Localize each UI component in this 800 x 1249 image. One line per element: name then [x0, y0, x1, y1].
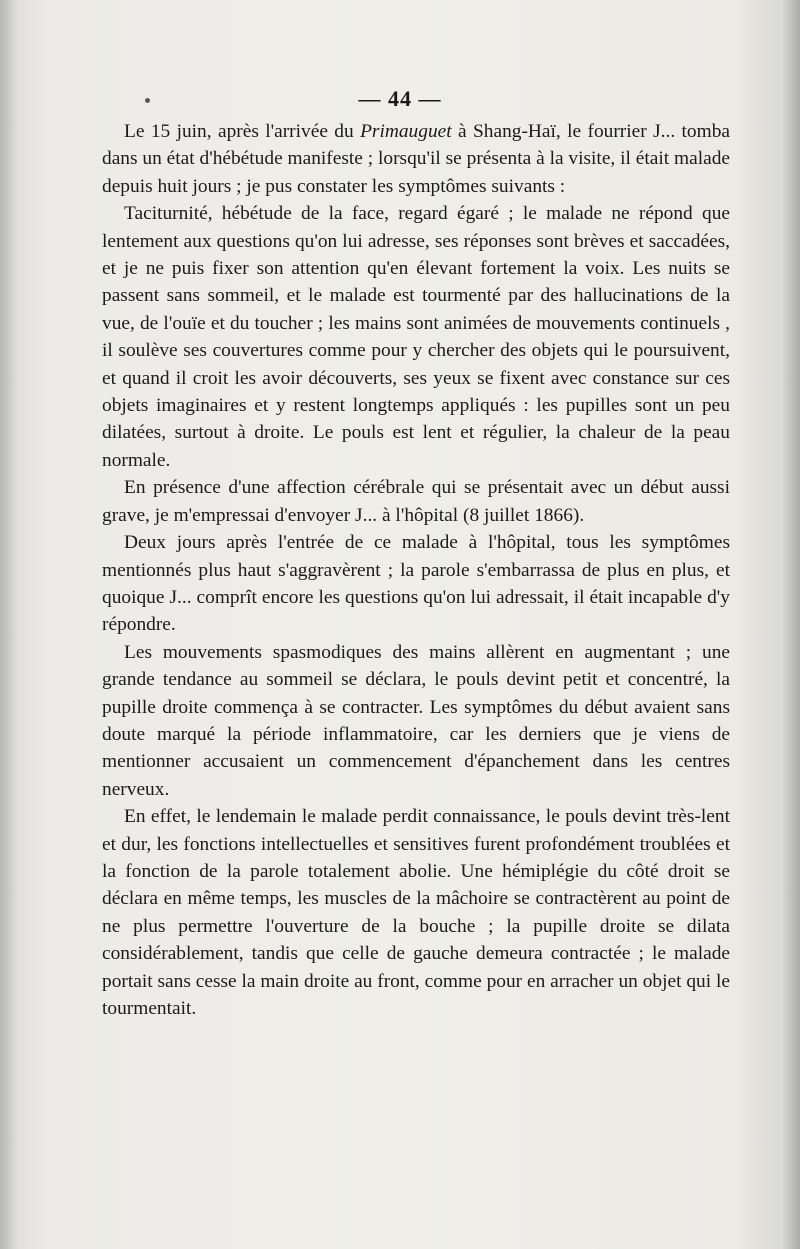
paragraph-4: [102, 529, 730, 639]
paragraph-1-text-b: à Shang-Haï, le fourrier J... tomba dans un état d'hébétude manifeste ; lorsqu'il se présenta à la visite, il était malade depuis huit jours ; je pus constater les symptômes suivants :: [102, 121, 731, 197]
ship-name: Primauguet: [360, 121, 452, 142]
paragraph-6: [102, 803, 730, 1022]
paragraph-4-text: Deux jours après l'entrée de ce malade à l'hôpital, tous les symptômes mentionnés plus haut s'aggravèrent ; la parole s'embarrassa de plus en plus, et quoique J... comprît encore les questions qu'on lui adressait, il était incapable d'y répondre.: [102, 532, 730, 636]
paragraph-5-text: Les mouvements spasmodiques des mains allèrent en augmentant ; une grande tendance au sommeil se déclara, le pouls devint petit et concentré, la pupille droite commença à se contracter. Les symptômes du début avaient sans doute marqué la période inflammatoire, car les derniers que je viens de mentionner accusaient un commencement d'épanchement dans les centres nerveux.: [102, 641, 730, 800]
paragraph-6-text: En effet, le lendemain le malade perdit connaissance, le pouls devint très-lent et dur, les fonctions intellectuelles et sensitives furent profondément troublées et la fonction de la parole totalement abolie. Une hémiplégie du côté droit se déclara en même temps, les muscles de la mâchoire se contractèrent au point de ne plus permettre l'ouverture de la bouche ; la pupille droite se dilata considérablement, tandis que celle de gauche demeura contractée ; le malade portait sans cesse la main droite au front, comme pour en arracher un objet qui le tourmentait.: [102, 806, 730, 1019]
paragraph-1-text-a: Le 15 juin, après l'arrivée du: [124, 121, 361, 142]
right-page-shadow: [782, 0, 800, 1249]
paragraph-1: [102, 118, 730, 200]
paragraph-3-text: En présence d'une affection cérébrale qui se présentait avec un début aussi grave, je m'empressai d'envoyer J... à l'hôpital (8 juillet 1866).: [102, 477, 730, 526]
left-page-shadow: [0, 0, 18, 1249]
paragraph-2-text: Taciturnité, hébétude de la face, regard égaré ; le malade ne répond que lentement aux questions qu'on lui adresse, ses réponses sont brèves et saccadées, et je ne puis fixer son attention qu'en élevant fortement la voix. Les nuits se passent sans sommeil, et le malade est tourmenté par des hallucinations de la vue, de l'ouïe et du toucher ; les mains sont animées de mouvements continuels , il soulève ses couvertures comme pour y chercher des objets qui le poursuivent, et quand il croit les avoir découverts, ses yeux se fixent avec constance sur ces objets imaginaires et y restent longtemps appliqués : les pupilles sont un peu dilatées, surtout à droite. Le pouls est lent et régulier, la chaleur de la peau normale.: [102, 203, 730, 471]
body-text: [102, 118, 730, 1022]
paragraph-3: [102, 474, 730, 529]
paragraph-5: [102, 639, 730, 803]
paragraph-2: [102, 200, 730, 474]
page-number: — 44 —: [358, 86, 442, 111]
